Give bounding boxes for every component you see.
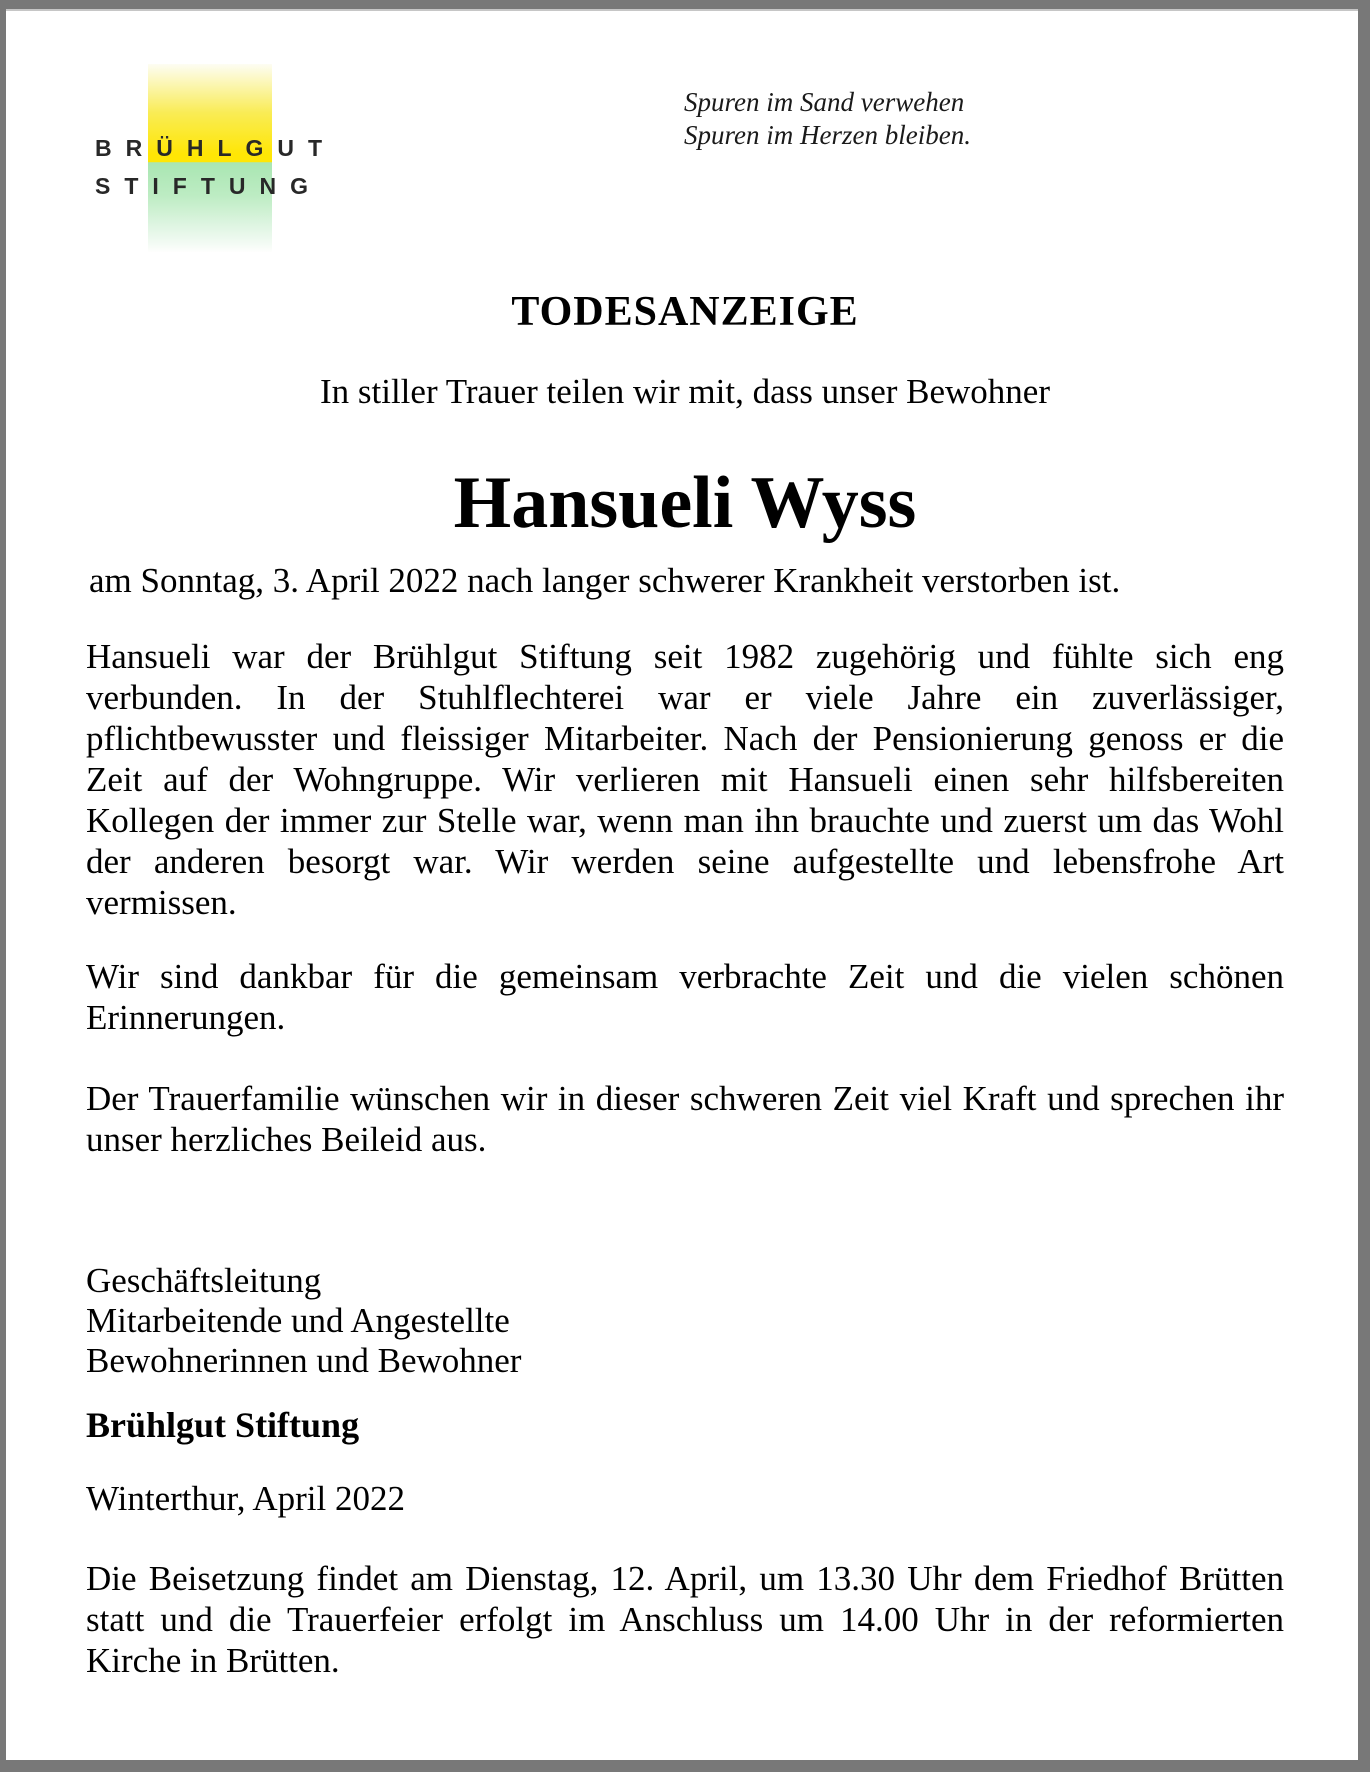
epigraph-line2: Spuren im Herzen bleiben. [684,120,971,150]
gratitude-paragraph: Wir sind dankbar für die gemeinsam verbrachte Zeit und die vielen schönen Erinnerungen. [86,957,1284,1037]
page-border-right [1358,9,1370,1760]
signature-block [86,1261,1284,1381]
signature-line: Geschäftsleitung [86,1261,322,1300]
condolence-paragraph: Der Trauerfamilie wünschen wir in dieser schweren Zeit viel Kraft und sprechen ihr unser herzliches Beileid aus. [86,1079,1284,1159]
page-border-top [0,0,1370,11]
obituary-paragraph: Hansueli war der Brühlgut Stiftung seit 1982 zugehörig und fühlte sich eng verbunden. In der Stuhlflechterei war er viele Jahre ein zuverlässiger, pflichtbewusster und fleissiger Mitarbeiter. Nach der Pensionierung genoss er die Zeit auf der Wohngruppe. Wir verlieren mit Hansueli einen sehr hilfsbereiten Kollegen der immer zur Stelle war, wenn man ihn brauchte und zuerst um das Wohl der anderen besorgt war. Wir werden seine aufgestellte und lebensfrohe Art vermissen. [86,637,1284,922]
death-date-line: am Sonntag, 3. April 2022 nach langer schwerer Krankheit verstorben ist. [89,561,1121,600]
place-and-date: Winterthur, April 2022 [86,1479,405,1518]
deceased-name: Hansueli Wyss [453,462,917,544]
signature-line: Mitarbeitende und Angestellte [86,1301,510,1340]
organization-name: Brühlgut Stiftung [86,1405,360,1445]
epigraph-line1: Spuren im Sand verwehen [684,87,965,117]
funeral-info-paragraph: Die Beisetzung findet am Dienstag, 12. April, um 13.30 Uhr dem Friedhof Brütten statt und die Trauerfeier erfolgt im Anschluss um 14.00 Uhr in der reformierten Kirche in Brütten. [86,1559,1284,1680]
logo-wordmark-line1: BRÜHLGUT [95,135,337,161]
epigraph [684,86,971,152]
notice-subtitle: In stiller Trauer teilen wir mit, dass unser Bewohner [319,372,1050,411]
page-border-left [0,9,6,1760]
page-border-bottom [0,1760,1370,1772]
signature-line: Bewohnerinnen und Bewohner [86,1341,522,1380]
notice-title: TODESANZEIGE [511,289,859,335]
logo-wordmark-line2: STIFTUNG [95,173,322,199]
